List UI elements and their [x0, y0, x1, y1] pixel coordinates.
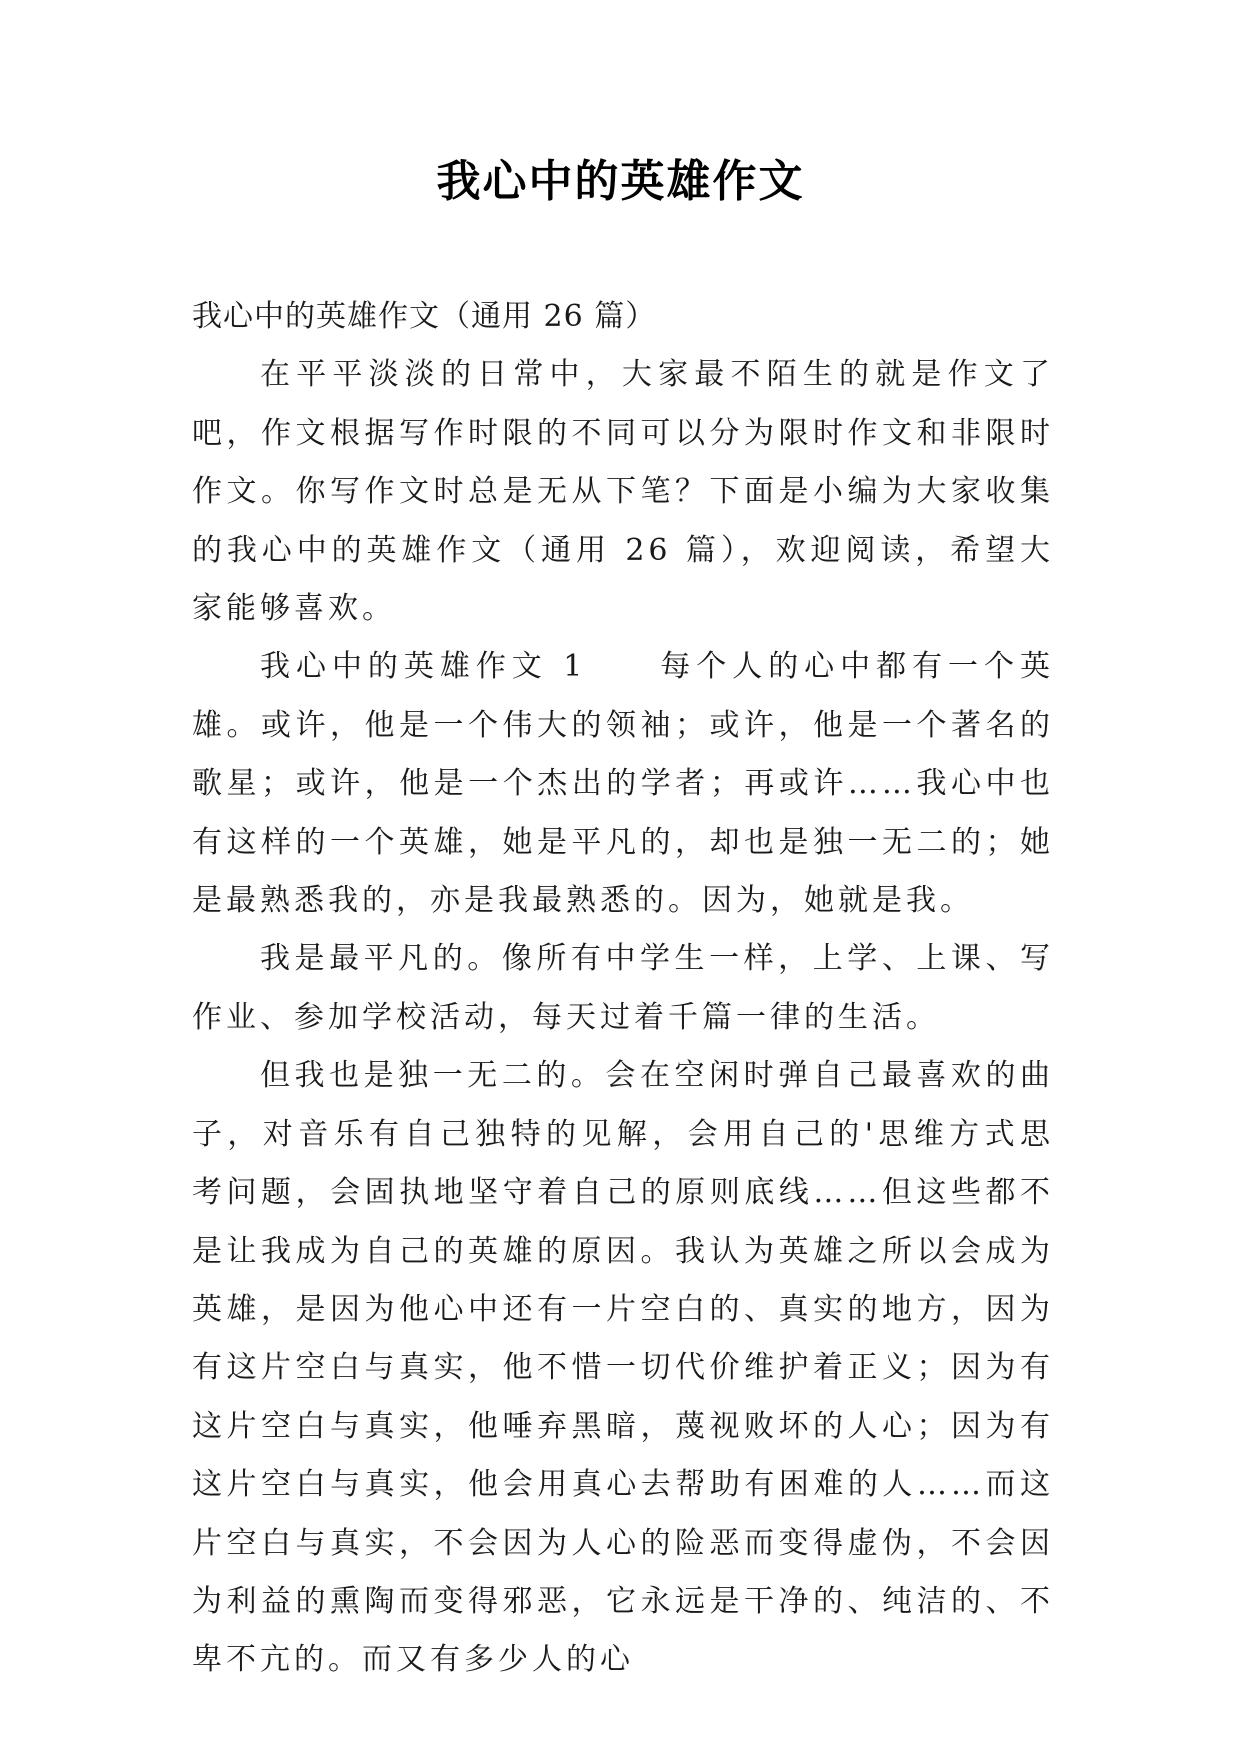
document-body: [192, 288, 1054, 1690]
document-subtitle: 我心中的英雄作文（通用 26 篇）: [192, 299, 657, 334]
paragraph-unique: 但我也是独一无二的。会在空闲时弹自己最喜欢的曲子，对音乐有自己独特的见解，会用自己的'思维方式思考问题，会固执地坚守着自己的原则底线……但这些都不是让我成为自己的英雄的原因。我认为英雄之所以会成为英雄，是因为他心中还有一片空白的、真实的地方，因为有这片空白与真实，他不惜一切代价维护着正义；因为有这片空白与真实，他唾弃黑暗，蔑视败坏的人心；因为有这片空白与真实，他会用真心去帮助有困难的人……而这片空白与真实，不会因为人心的险恶而变得虚伪，不会因为利益的熏陶而变得邪恶，它永远是干净的、纯洁的、不卑不亢的。而又有多少人的心: [192, 1058, 1054, 1678]
paragraph-essay-1-opening: 我心中的英雄作文 1 每个人的心中都有一个英雄。或许，他是一个伟大的领袖；或许，他是一个著名的歌星；或许，他是一个杰出的学者；再或许……我心中也有这样的一个英雄，她是平凡的，却也是独一无二的；她是最熟悉我的，亦是我最熟悉的。因为，她就是我。: [192, 649, 1054, 919]
paragraph-intro: 在平平淡淡的日常中，大家最不陌生的就是作文了吧，作文根据写作时限的不同可以分为限时作文和非限时作文。你写作文时总是无从下笔？下面是小编为大家收集的我心中的英雄作文（通用 26 篇），欢迎阅读，希望大家能够喜欢。: [192, 357, 1054, 627]
paragraph-ordinary: 我是最平凡的。像所有中学生一样，上学、上课、写作业、参加学校活动，每天过着千篇一律的生活。: [192, 941, 1054, 1035]
document-title: 我心中的英雄作文: [436, 156, 805, 207]
